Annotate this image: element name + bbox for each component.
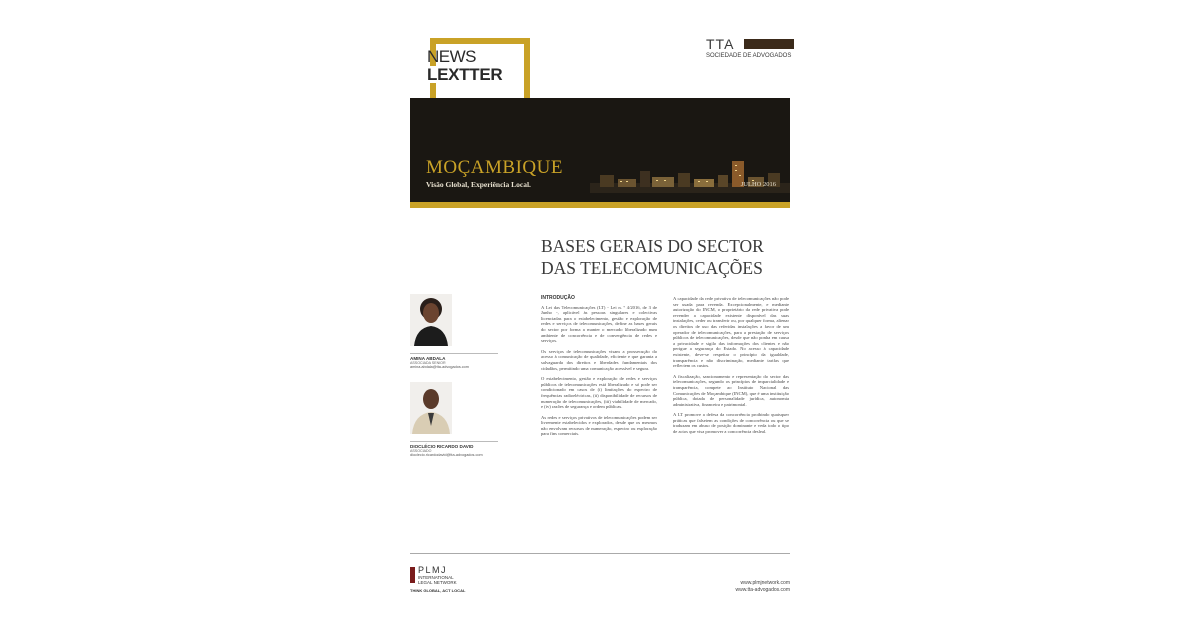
tta-logo	[706, 36, 794, 62]
article-title	[541, 235, 796, 279]
tta-logo-bar	[744, 39, 794, 49]
banner-country: MOÇAMBIQUE	[426, 157, 563, 178]
footer-link-tta[interactable]: www.tta-advogados.com	[735, 587, 790, 593]
tta-logo-text: TTA	[706, 36, 735, 52]
banner-gold-strip	[410, 202, 790, 208]
plmj-name: PLMJ	[418, 565, 448, 575]
banner-date: JULHO 2016	[740, 181, 776, 188]
paragraph: A fiscalização, sancionamento e representação do sector das telecomunicações, segundo os princípios de imparcialidade e transparência, compete ao Instituto Nacional das Comunicações de Moçambique (INCM), que é uma instituição pública, dotada de personalidade jurídica, autonomia administrativa, financeira e patrimonial.	[673, 373, 789, 407]
article-title-line-1: BASES GERAIS DO SECTOR	[541, 236, 764, 256]
plmj-subtitle-2: LEGAL NETWORK	[418, 580, 457, 585]
article-title-line-2: DAS TELECOMUNICAÇÕES	[541, 258, 763, 278]
banner-tagline: Visão Global, Experiência Local.	[426, 180, 531, 189]
paragraph: A Lei das Telecomunicações (LT) - Lei n. º 4/2016, de 3 de Junho -, aplicável às pessoas singulares e colectivas licenciadas para o estabelecimento, gestão e exploração de redes e serviços de telecomunicações, define as bases gerais do sector por forma a manter o mercado liberalizado num ambiente de concorrência e de convergência de redes e serviços.	[541, 304, 657, 344]
author-email[interactable]: dioclecio.ricardodavid@tta-advogados.com	[410, 453, 483, 457]
masthead-lexter: LEXTTER	[427, 65, 503, 84]
author-rule	[410, 441, 498, 442]
author-role: ASSOCIADA SENIOR	[410, 361, 446, 365]
paragraph: As redes e serviços privativos de telecomunicações podem ser livremente estabelecidos e explorados, desde que os mesmos não envolvam recursos de numeração, espectro ou exploração para fins comerciais.	[541, 414, 657, 437]
author-name: DIOCLÉCIO RICARDO DAVID	[410, 444, 474, 449]
newsletter-page	[400, 28, 800, 603]
author-card	[410, 294, 500, 369]
author-photo	[410, 382, 452, 434]
author-rule	[410, 353, 498, 354]
plmj-tagline: THINK GLOBAL, ACT LOCAL	[410, 588, 466, 593]
plmj-logo	[410, 565, 510, 595]
article-column-1	[541, 296, 657, 442]
footer-link-plmj[interactable]: www.plmjnetwork.com	[740, 580, 790, 586]
author-name: AMINA ABDALA	[410, 356, 446, 361]
author-card	[410, 382, 500, 457]
author-photo	[410, 294, 452, 346]
plmj-mark	[410, 567, 415, 583]
plmj-subtitle-1: INTERNATIONAL	[418, 575, 454, 580]
article-column-2	[673, 296, 789, 440]
header-banner	[410, 98, 790, 202]
author-role: ASSOCIADO	[410, 449, 432, 453]
paragraph: O estabelecimento, gestão e exploração de redes e serviços públicos de telecomunicações está liberalizado e só pode ser condicionado em casos de (i) limitações do espectro de frequências radioeléctricas, (ii) disponibilidade de recursos de numeração de telecomunicações, (iii) viabilidade de mercado, e (iv) razões de segurança e ordem públicas.	[541, 376, 657, 410]
paragraph: A capacidade da rede privativa de telecomunicações não pode ser usada para revenda. Excepcionalmente, e mediante autorização do INCM, o proprietário da rede privativa pode revender a capacidade existente disponível das suas instalações, ceder ou transferir ou, por qualquer forma, alienar os direitos de uso das referidas instalações a favor de um operador de telecomunicações, para a prestação de serviços públicos de telecomunicações, desde que não ponha em causa a privacidade e sigilo das informações dos clientes e não perigue a segurança do Estado. No acesso à capacidade existente, deve-se respeitar o princípio da igualdade, transparência e não discriminação, mediante tarifas que reflectem os custos.	[673, 296, 789, 369]
section-heading: INTRODUÇÃO	[541, 295, 575, 301]
paragraph: A LT promove a defesa da concorrência proibindo quaisquer práticas que falseiem as condições de concorrência ou que se traduzam em abuso de posição dominante e veda todo o tipo de actos que visa promover a concorrência desleal.	[673, 412, 789, 435]
footer-divider	[410, 553, 790, 554]
footer-links	[736, 580, 790, 594]
masthead-news: NEWS	[427, 47, 476, 66]
author-email[interactable]: amina.abdala@tta-advogados.com	[410, 365, 469, 369]
tta-logo-subtitle: SOCIEDADE DE ADVOGADOS	[706, 53, 792, 59]
paragraph: Os serviços de telecomunicações visam a prossecução do acesso à comunicação de qualidade, eficiente e que garanta a salvaguarda dos direitos e liberdades fundamentais dos cidadãos, permitindo uma comunicação acessível e segura.	[541, 348, 657, 371]
